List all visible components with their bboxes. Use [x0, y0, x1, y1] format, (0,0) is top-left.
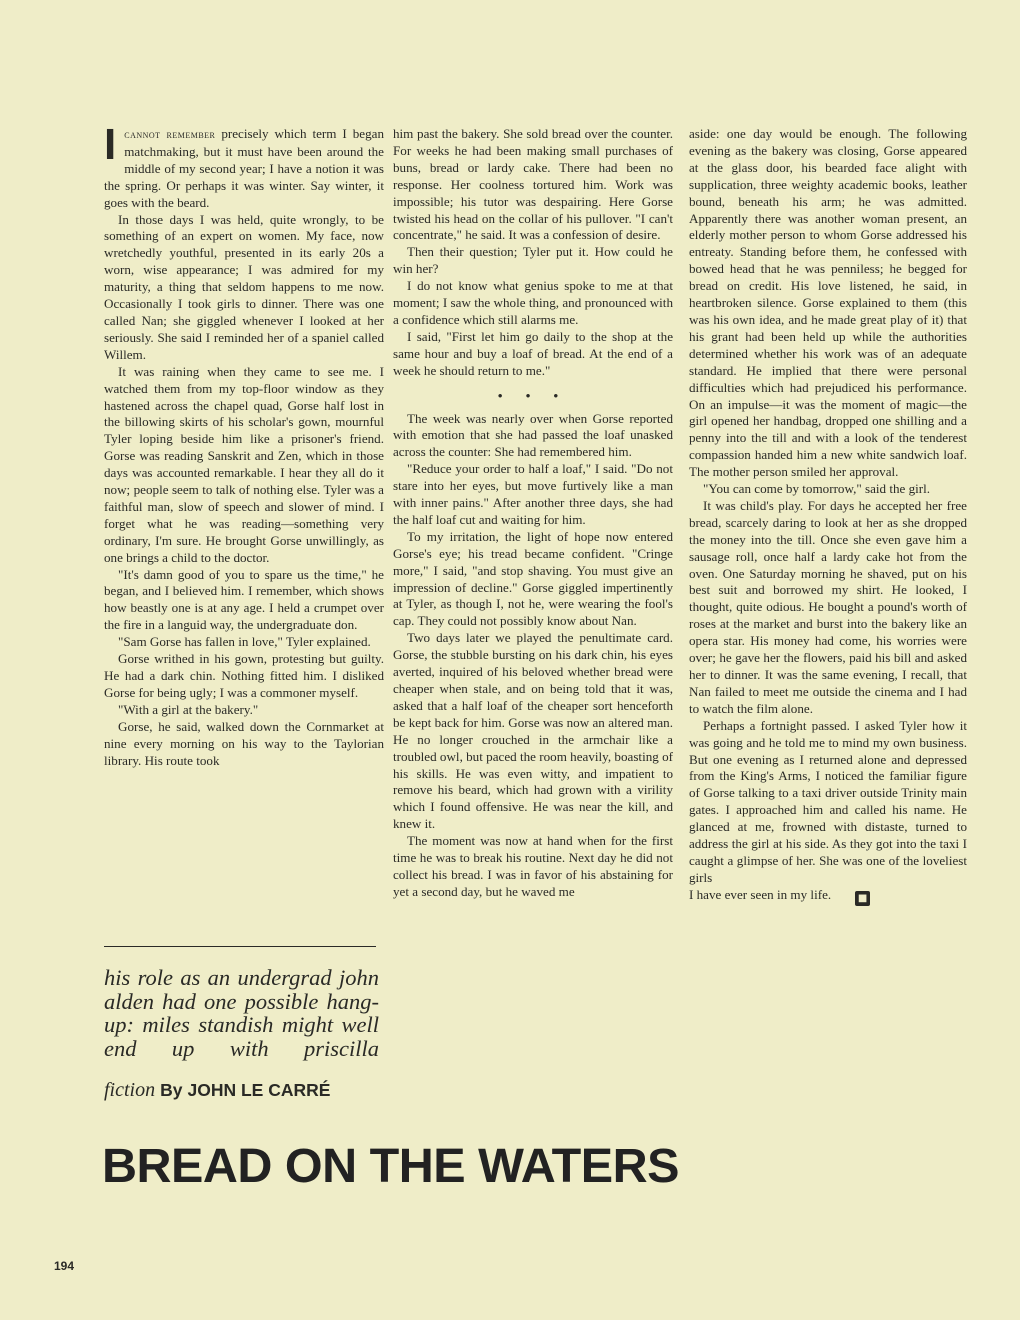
article-column-3: [689, 126, 967, 906]
rabbit-end-mark-icon: ■: [855, 891, 870, 906]
last-line-text: I have ever seen in my life.: [689, 886, 832, 902]
byline: [104, 1079, 380, 1102]
byline-by: By: [160, 1080, 183, 1100]
paragraph: I said, "First let him go daily to the shop at the same hour and buy a loaf of bread. At the end of a week he should return to me.": [393, 328, 673, 378]
paragraph: "Reduce your order to half a loaf," I said. "Do not stare into her eyes, but move furtively like a man with inner pains." After another three days, she had the half loaf cut and waiting for him.: [393, 461, 673, 527]
paragraph: "You can come by tomorrow," said the girl.: [703, 481, 931, 497]
paragraph: I do not know what genius spoke to me at that moment; I saw the whole thing, and pronounced with a confidence which still alarms me.: [393, 278, 673, 327]
paragraph-last-line: [689, 887, 967, 906]
lead-text: precisely which term I began matchmaking, but it must have been around the middle of my second year; I have a notion it was the spring. Or perhaps it was winter. Say winter, it goes with the beard.: [104, 126, 384, 210]
paragraph: "With a girl at the bakery.": [118, 701, 259, 717]
paragraph: "It's damn good of you to spare us the time," he began, and I believed him. I remember, which shows how beastly one is at any age. I held a crumpet over the fire in a languid way, the undergraduate don.: [104, 566, 384, 633]
article-column-1: [104, 120, 384, 769]
page-number: 194: [54, 1259, 75, 1273]
paragraph: "Sam Gorse has fallen in love," Tyler explained.: [118, 634, 371, 650]
paragraph: It was child's play. For days he accepted her free bread, scarcely daring to look at her as she dropped the money into the till. Once she even gave him a sausage roll, once half a lardy cake hot from the oven. One Saturday morning he shaved, put on his best suit and borrowed my shirt. He looked, I thought, quite odious. He bought a pound's worth of roses at the market and burst into the bakery like an opera star. His money had come, his worries were over; he gave her the flowers, paid his bill and asked her to dinner. It was the same evening, I recall, that Nan failed to meet me outside the cinema and I had to watch the film alone.: [689, 497, 967, 716]
lead-smallcaps: cannot remember: [124, 129, 216, 141]
paragraph: To my irritation, the light of hope now entered Gorse's eye; his tread became confident. "Cringe more," I said, "and stop shaving. You must give an impression of decline." Gorse giggled impertinently at Tyler, as though I, not he, were wearing the fool's cap. They could not possibly know about Nan.: [393, 528, 673, 629]
divider: [104, 946, 376, 947]
paragraph: aside: one day would be enough. The following evening as the bakery was closing, Gorse appeared at the glass door, his bearded face alight with supplication, three weighty academic books, leather bound, beneath his arm; he was admitted. Apparently there was another woman present, an elderly mother person to whom Gorse addressed his entreaty. Standing before them, he confessed with bowed head that he was penniless; he begged for bread on credit. His love listened, he said, in heartbroken silence. Gorse explained to them (this was his own idea, and he made great play of it) that his grant had been held up while the authorities determined whether his work was of an adequate standard. He implied that there were personal difficulties which had prejudiced his performance. On an impulse—it was the moment of magic—the girl opened her handbag, dropped one shilling and a penny into the till and with a look of the tenderest compassion handed him a new white sandwich loaf. The mother person smiled her approval.: [689, 126, 967, 480]
paragraph: Perhaps a fortnight passed. I asked Tyler how it was going and he told me to mind my own business. But one evening as I returned alone and depressed from the King's Arms, I noticed the familiar figure of Gorse talking to a taxi driver outside Trinity main gates. I approached him and called his name. He glanced at me, frowned with distaste, turned to address the girl at his side. As they got into the taxi I caught a glimpse of her. She was one of the loveliest girls: [689, 717, 967, 885]
byline-category: fiction: [104, 1079, 156, 1101]
article-title: BREAD ON THE WATERS: [102, 1139, 679, 1193]
paragraph: Two days later we played the penultimate card. Gorse, the stubble bursting on his dark chin, his eyes averted, inquired of his beloved whether bread were cheaper when stale, and on being told that it was, asked that a half loaf of the cheaper sort henceforth be kept back for him. Gorse was now an altered man. He no longer crouched in the armchair like a troubled owl, but paced the room heavily, boasting of his skills. He was even witty, and impatient to remove his beard, which had grown with a virility which I found offensive. He was near the kill, and knew it.: [393, 630, 673, 832]
paragraph: It was raining when they came to see me. I watched them from my top-floor window as they hastened across the chapel quad, Gorse half lost in the billowing skirts of his scholar's gown, mournful Tyler loping beside him like a prisoner's friend. Gorse was reading Sanskrit and Zen, which in those days was accounted remarkable. I hear they all do it now; people seem to talk of nothing else. Tyler was a faithful man, slow of speech and slower of mind. I forget what he was reading—something very ordinary, I'm sure. He brought Gorse unwillingly, as one brings a child to the doctor.: [104, 363, 384, 565]
byline-author: JOHN LE CARRÉ: [187, 1080, 331, 1100]
article-lead-paragraph: [104, 120, 384, 212]
paragraph: Gorse, he said, walked down the Cornmarket at nine every morning on his way to the Taylorian library. His route took: [104, 718, 384, 768]
paragraph: In those days I was held, quite wrongly, to be something of an expert on women. My face, now wretchedly youthful, presented in its early 20s a worn, wise appearance; I was admired for my maturity, a thing that seldom happens to me now. Occasionally I took girls to dinner. There was one called Nan; she giggled whenever I looked at her seriously. She said I reminded her of a spaniel called Willem.: [104, 211, 384, 362]
paragraph: The week was nearly over when Gorse reported with emotion that she had passed the loaf unasked across the counter: She had remembered him.: [393, 410, 673, 460]
paragraph: him past the bakery. She sold bread over the counter. For weeks he had been making small purchases of buns, bread or lardy cake. There had been no response. Her coolness tortured him. Work was impossible; his tutor was despairing. Here Gorse twisted his head on the collar of his pullover. "I can't concentrate," he said. It was a confession of desire.: [393, 126, 673, 243]
article-column-2: [393, 126, 673, 901]
paragraph: Then their question; Tyler put it. How could he win her?: [393, 244, 673, 277]
paragraph: Gorse writhed in his gown, protesting but guilty. He had a dark chin. Nothing fitted him. I disliked Gorse for being ugly; I was a commoner myself.: [104, 651, 384, 700]
section-break: • • •: [497, 387, 569, 403]
paragraph: The moment was now at hand when for the first time he was to break his routine. Next day he did not collect his bread. I was in favor of his abstaining for yet a second day, but he waved me: [393, 833, 673, 899]
story-blurb: his role as an undergrad john alden had one possible hang-up: miles standish might well end up with priscilla: [104, 965, 379, 1061]
drop-cap: I: [104, 120, 117, 169]
